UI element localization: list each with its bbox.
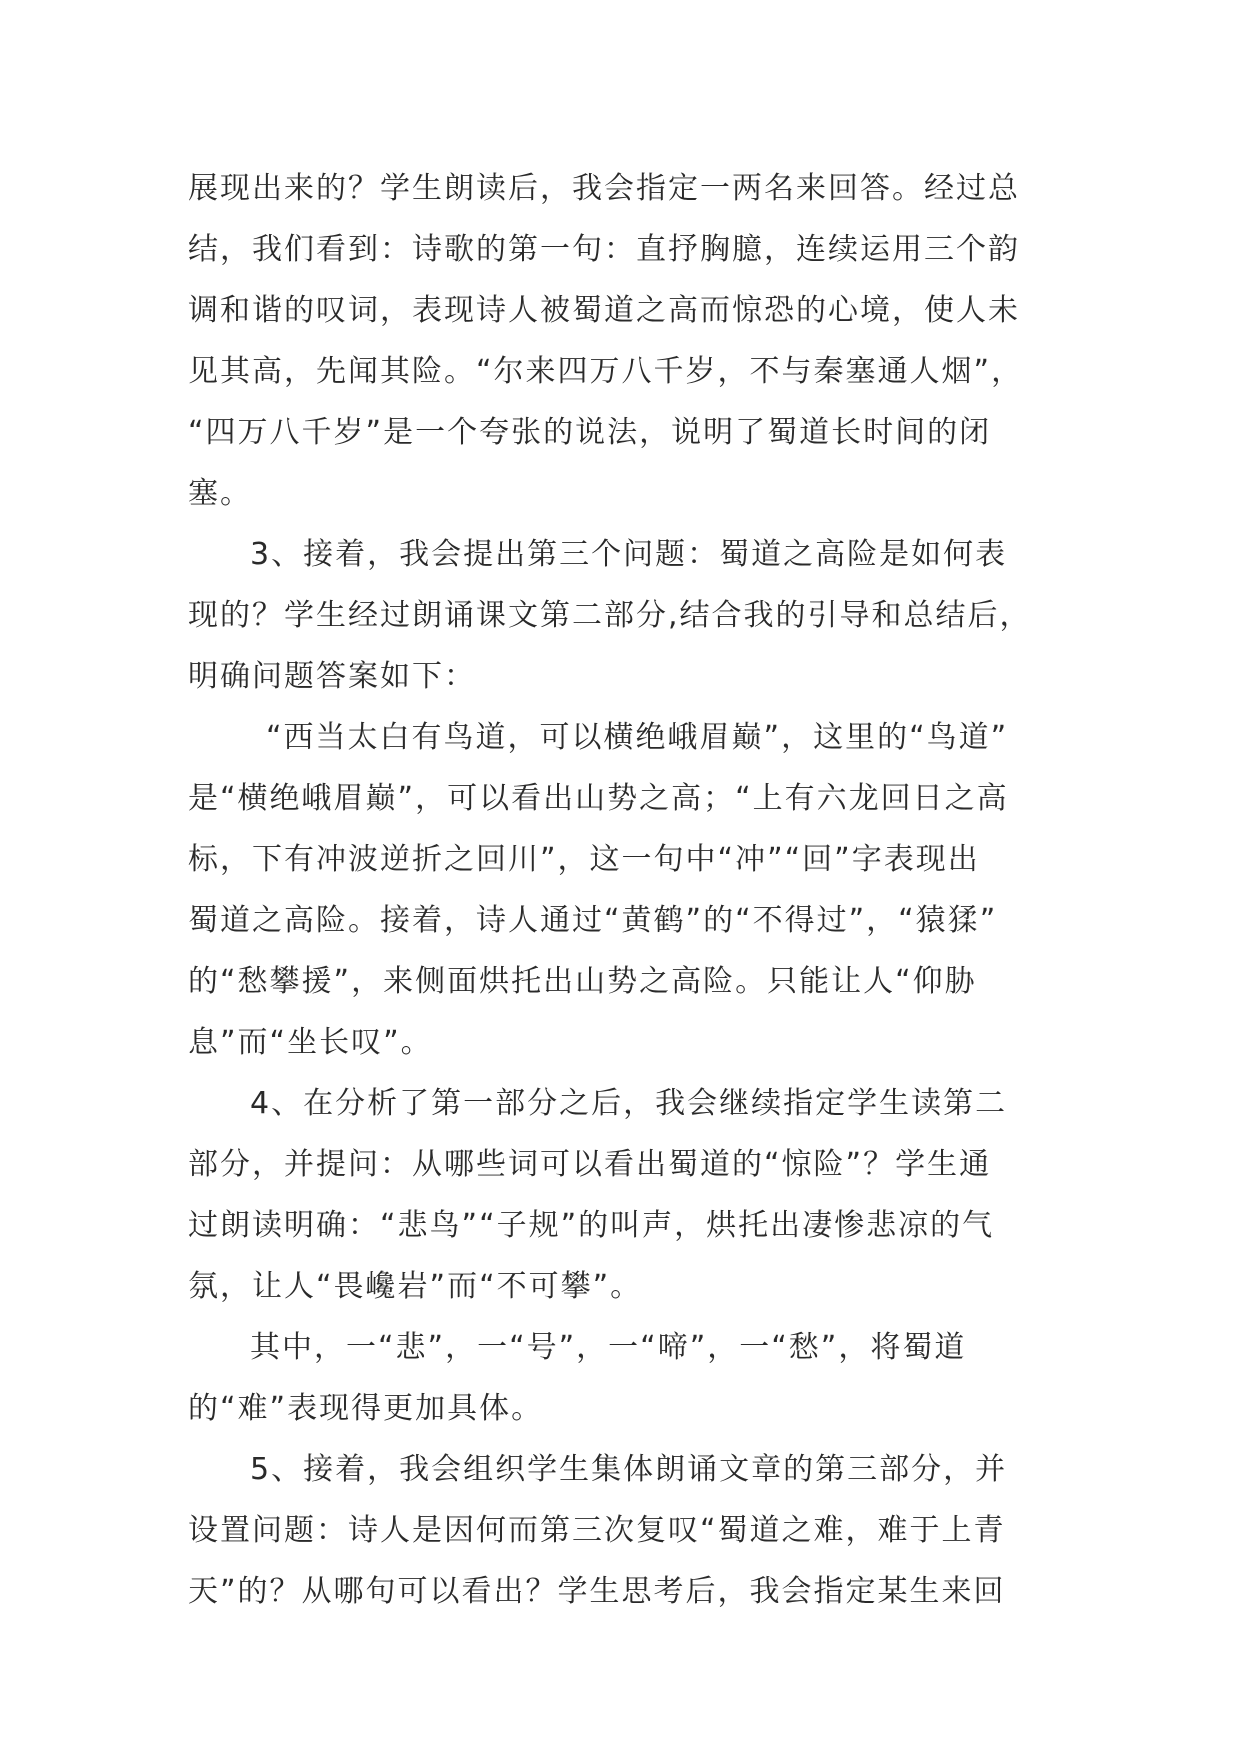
text-line: 息”而“坐长叹”。 <box>188 1025 433 1060</box>
paragraph-5-start: 5、接着，我会组织学生集体朗诵文章的第三部分，并 <box>250 1452 1008 1487</box>
text-line: 调和谐的叹词，表现诗人被蜀道之高而惊恐的心境，使人未 <box>188 293 1020 328</box>
text-line: 的“愁攀援”，来侧面烘托出山势之高险。只能让人“仰胁 <box>188 964 977 999</box>
text-line: 现的？学生经过朗诵课文第二部分,结合我的引导和总结后， <box>188 598 1032 633</box>
text-line: 展现出来的？学生朗读后，我会指定一两名来回答。经过总 <box>188 171 1020 206</box>
paragraph-3-start: 3、接着，我会提出第三个问题：蜀道之高险是如何表 <box>250 537 1008 572</box>
body-text <box>188 158 1058 1622</box>
text-line: 是“横绝峨眉巅”，可以看出山势之高；“上有六龙回日之高 <box>188 781 1009 816</box>
text-line: 设置问题：诗人是因何而第三次复叹“蜀道之难，难于上青 <box>188 1513 1006 1548</box>
text-line: 部分，并提问：从哪些词可以看出蜀道的“惊险”？学生通 <box>188 1147 992 1182</box>
text-line: “四万八千岁”是一个夸张的说法，说明了蜀道长时间的闭 <box>188 415 992 450</box>
paragraph-start: 其中，一“悲”，一“号”，一“啼”，一“愁”，将蜀道 <box>250 1330 967 1365</box>
text-line: 塞。 <box>188 476 252 511</box>
quote-paragraph-start: “西当太白有鸟道，可以横绝峨眉巅”，这里的“鸟道” <box>266 720 1009 755</box>
text-line: 明确问题答案如下： <box>188 659 476 694</box>
text-line: 蜀道之高险。接着，诗人通过“黄鹤”的“不得过”，“猿猱” <box>188 903 998 938</box>
text-line: 标，下有冲波逆折之回川”，这一句中“冲”“回”字表现出 <box>188 842 980 877</box>
text-line: 见其高，先闻其险。“尔来四万八千岁，不与秦塞通人烟”， <box>188 354 1024 389</box>
text-line: 天”的？从哪句可以看出？学生思考后，我会指定某生来回 <box>188 1574 1006 1609</box>
text-line: 的“难”表现得更加具体。 <box>188 1391 544 1426</box>
text-line: 氛，让人“畏巉岩”而“不可攀”。 <box>188 1269 643 1304</box>
paragraph-4-start: 4、在分析了第一部分之后，我会继续指定学生读第二 <box>250 1086 1008 1121</box>
text-line: 过朗读明确：“悲鸟”“子规”的叫声，烘托出凄惨悲凉的气 <box>188 1208 995 1243</box>
text-line: 结，我们看到：诗歌的第一句：直抒胸臆，连续运用三个韵 <box>188 232 1020 267</box>
